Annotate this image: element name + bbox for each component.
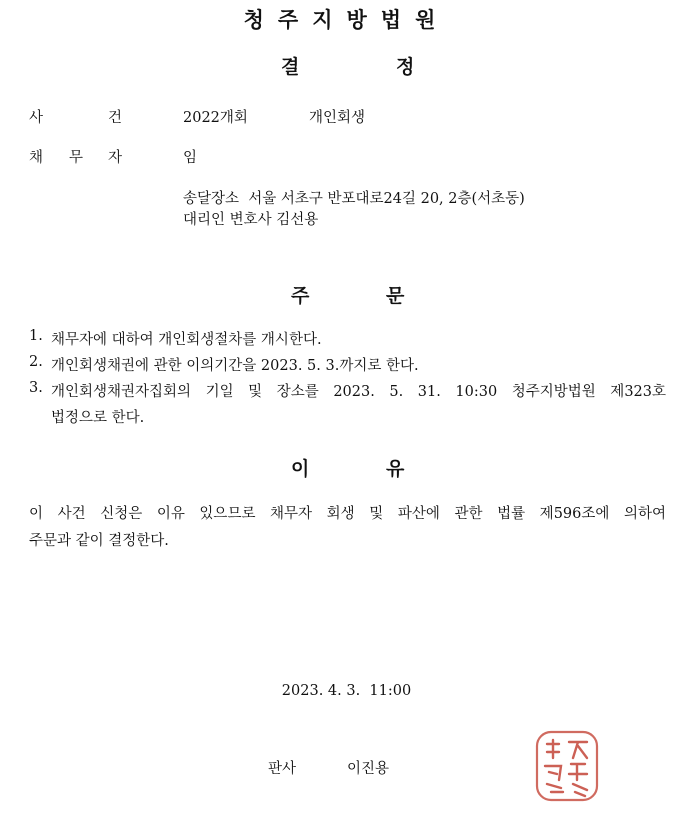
debtor-label-char: 채 — [29, 150, 44, 166]
order-item-text: 개인회생채권에 관한 이의기간을 2023. 5. 3.까지로 한다. — [51, 358, 419, 374]
debtor-agent: 대리인 변호사 김선용 — [183, 212, 319, 228]
reason-heading-right: 유 — [386, 458, 405, 480]
order-item-number: 2. — [29, 354, 43, 370]
judge-seal-icon — [533, 728, 601, 804]
reason-text-line: 이 사건 신청은 이유 있으므로 채무자 회생 및 파산에 관한 법률 제596조에 의하여 — [29, 506, 666, 522]
court-name: 청주지방법원 — [243, 8, 450, 32]
case-label-char: 건 — [108, 110, 123, 126]
order-item-text: 개인회생채권자집회의 기일 및 장소를 2023. 5. 31. 10:30 청주지방법원 제323호 — [51, 384, 666, 400]
debtor-label-char: 무 — [69, 150, 84, 166]
order-item-text-continued: 법정으로 한다. — [51, 410, 145, 426]
order-item-number: 3. — [29, 380, 43, 396]
order-item-number: 1. — [29, 328, 43, 344]
judge-title: 판사 — [268, 761, 297, 777]
reason-text-line: 주문과 같이 결정한다. — [29, 533, 169, 549]
case-name: 개인회생 — [309, 110, 366, 126]
case-label-char: 사 — [29, 110, 44, 126]
doc-type-left: 결 — [281, 56, 300, 78]
case-number: 2022개회 — [183, 110, 248, 126]
reason-heading-left: 이 — [291, 458, 310, 480]
order-heading-left: 주 — [291, 285, 310, 307]
service-address: 송달장소 서울 서초구 반포대로24길 20, 2층(서초동) — [183, 191, 525, 207]
debtor-name: 임 — [183, 150, 198, 166]
judge-name: 이진용 — [347, 761, 390, 777]
debtor-label-char: 자 — [108, 150, 123, 166]
doc-type-right: 정 — [396, 56, 415, 78]
decision-date: 2023. 4. 3. 11:00 — [281, 683, 412, 699]
seal-glyphs — [545, 740, 587, 796]
order-heading-right: 문 — [386, 285, 405, 307]
order-item-text: 채무자에 대하여 개인회생절차를 개시한다. — [51, 332, 322, 348]
